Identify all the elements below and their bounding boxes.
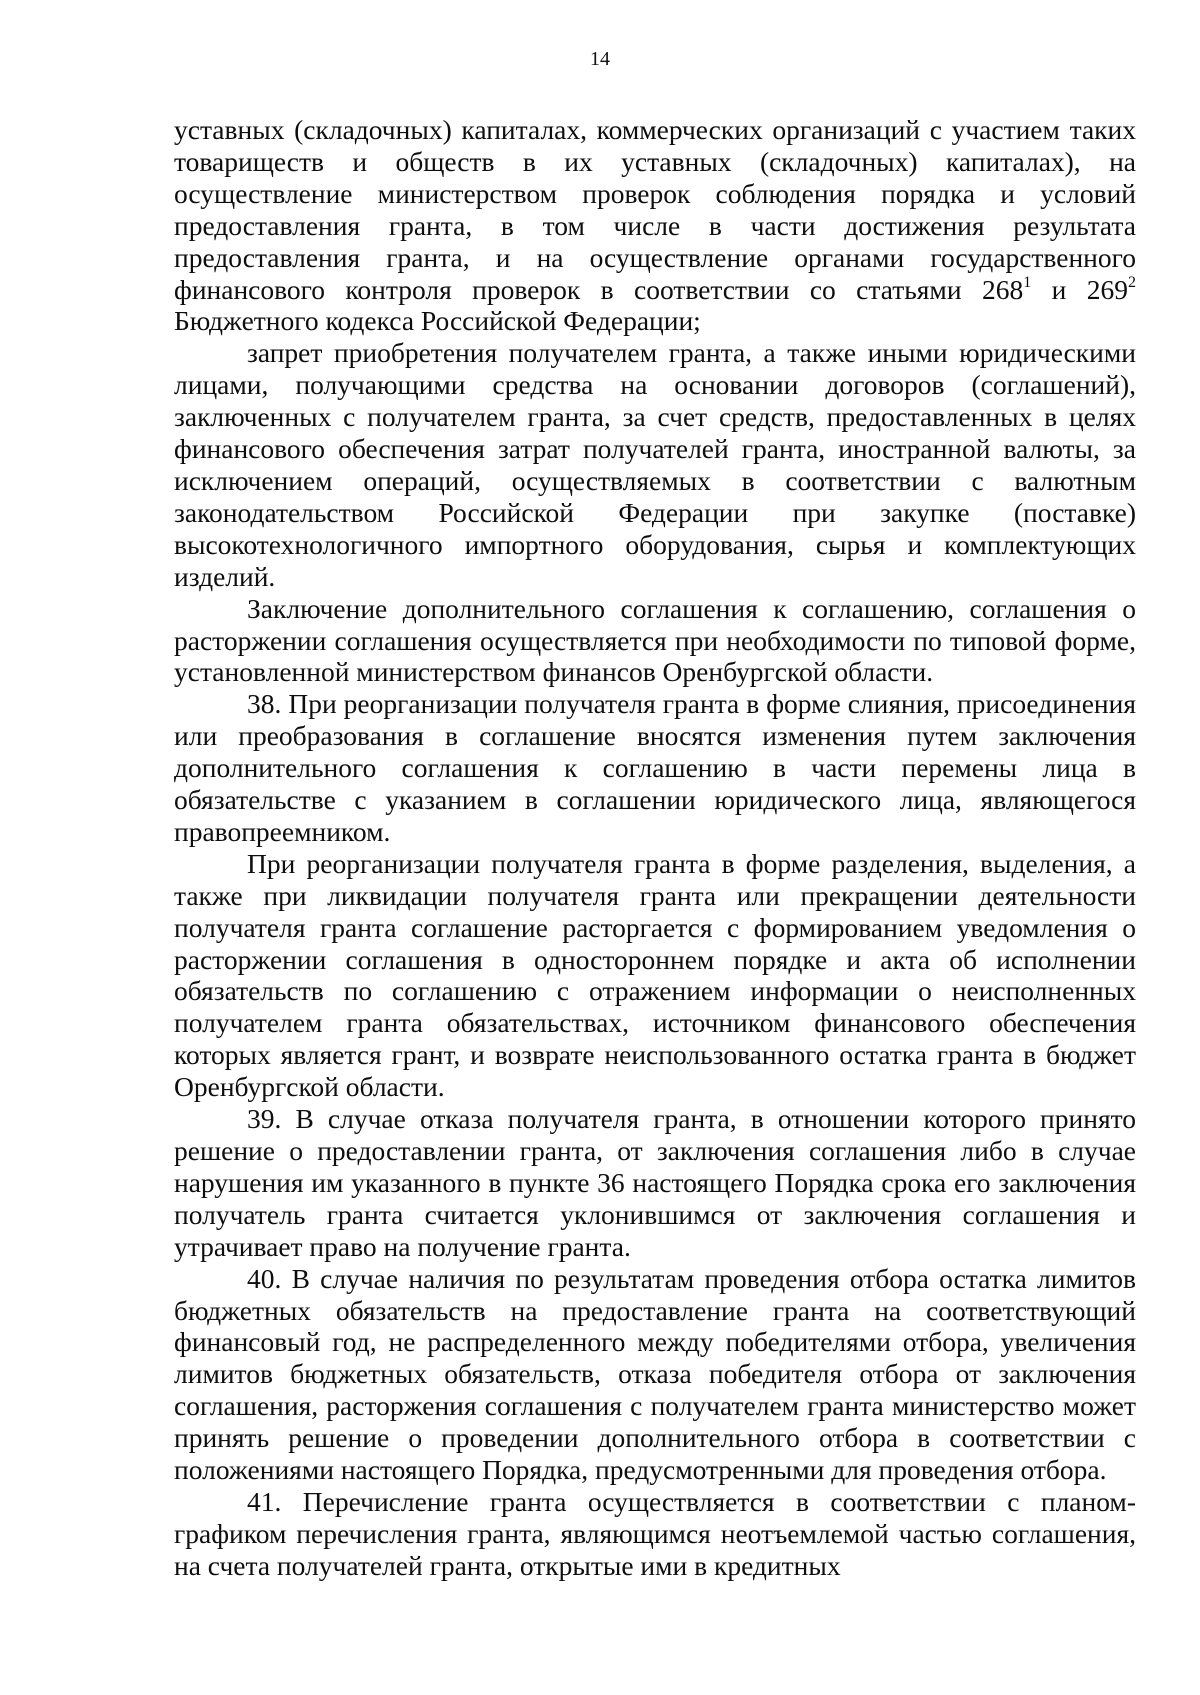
paragraph-continuation: [174, 114, 1136, 337]
paragraph-text: уставных (складочных) капиталах, коммерческих организаций с участием таких товариществ и обществ в их уставных (складочных) капиталах), на осуществление министерством проверок соблюдения порядка и условий предоставления гранта, в том числе в части достижения результата предоставления гранта, и на осуществление органами государственного финансового контроля проверок в соответствии со статьями 268: [174, 114, 1136, 305]
superscript-2: 2: [1128, 273, 1136, 291]
superscript-1: 1: [1023, 273, 1032, 291]
body-text: [174, 114, 1136, 1582]
paragraph-currency-ban: запрет приобретения получателем гранта, а также иными юридическими лицами, получающими средства на основании договоров (соглашений), заключенных с получателем гранта, за счет средств, предоставленных в целях финансового обеспечения затрат получателей гранта, иностранной валюты, за исключением операций, осуществляемых в соответствии с валютным законодательством Российской Федерации при закупке (поставке) высокотехнологичного импортного оборудования, сырья и комплектующих изделий.: [174, 337, 1136, 592]
paragraph-text: Бюджетного кодекса Российской Федерации;: [174, 305, 701, 337]
paragraph-item-40: 40. В случае наличия по результатам проведения отбора остатка лимитов бюджетных обязательств на предоставление гранта на соответствующий финансовый год, не распределенного между победителями отбора, увеличения лимитов бюджетных обязательств, отказа победителя отбора от заключения соглашения, расторжения соглашения с получателем гранта министерство может принять решение о проведении дополнительного отбора в соответствии с положениями настоящего Порядка, предусмотренными для проведения отбора.: [174, 1262, 1136, 1486]
paragraph-item-41: 41. Перечисление гранта осуществляется в соответствии с планом-графиком перечисления гранта, являющимся неотъемлемой частью соглашения, на счета получателей гранта, открытые ими в кредитных: [174, 1485, 1136, 1581]
paragraph-reorganization: При реорганизации получателя гранта в форме разделения, выделения, а также при ликвидации получателя гранта или прекращении деятельности получателя гранта соглашение расторгается с формированием уведомления о расторжении соглашения в одностороннем порядке и акта об исполнении обязательств по соглашению с отражением информации о неисполненных получателем гранта обязательствах, источником финансового обеспечения которых является грант, и возврате неиспользованного остатка гранта в бюджет Оренбургской области.: [174, 847, 1136, 1103]
page-number: 14: [590, 48, 610, 70]
paragraph-item-38: 38. При реорганизации получателя гранта в форме слияния, присоединения или преобразования в соглашение вносятся изменения путем заключения дополнительного соглашения к соглашению в части перемены лица в обязательстве с указанием в соглашении юридического лица, являющегося правопреемником.: [174, 688, 1136, 847]
paragraph-item-39: 39. В случае отказа получателя гранта, в отношении которого принято решение о предоставлении гранта, от заключения соглашения либо в случае нарушения им указанного в пункте 36 настоящего Порядка срока его заключения получатель гранта считается уклонившимся от заключения соглашения и утрачивает право на получение гранта.: [174, 1103, 1136, 1262]
paragraph-text: и 269: [1031, 273, 1128, 305]
paragraph-additional-agreement: Заключение дополнительного соглашения к соглашению, соглашения о расторжении соглашения осуществляется при необходимости по типовой форме, установленной министерством финансов Оренбургской области.: [174, 592, 1136, 688]
